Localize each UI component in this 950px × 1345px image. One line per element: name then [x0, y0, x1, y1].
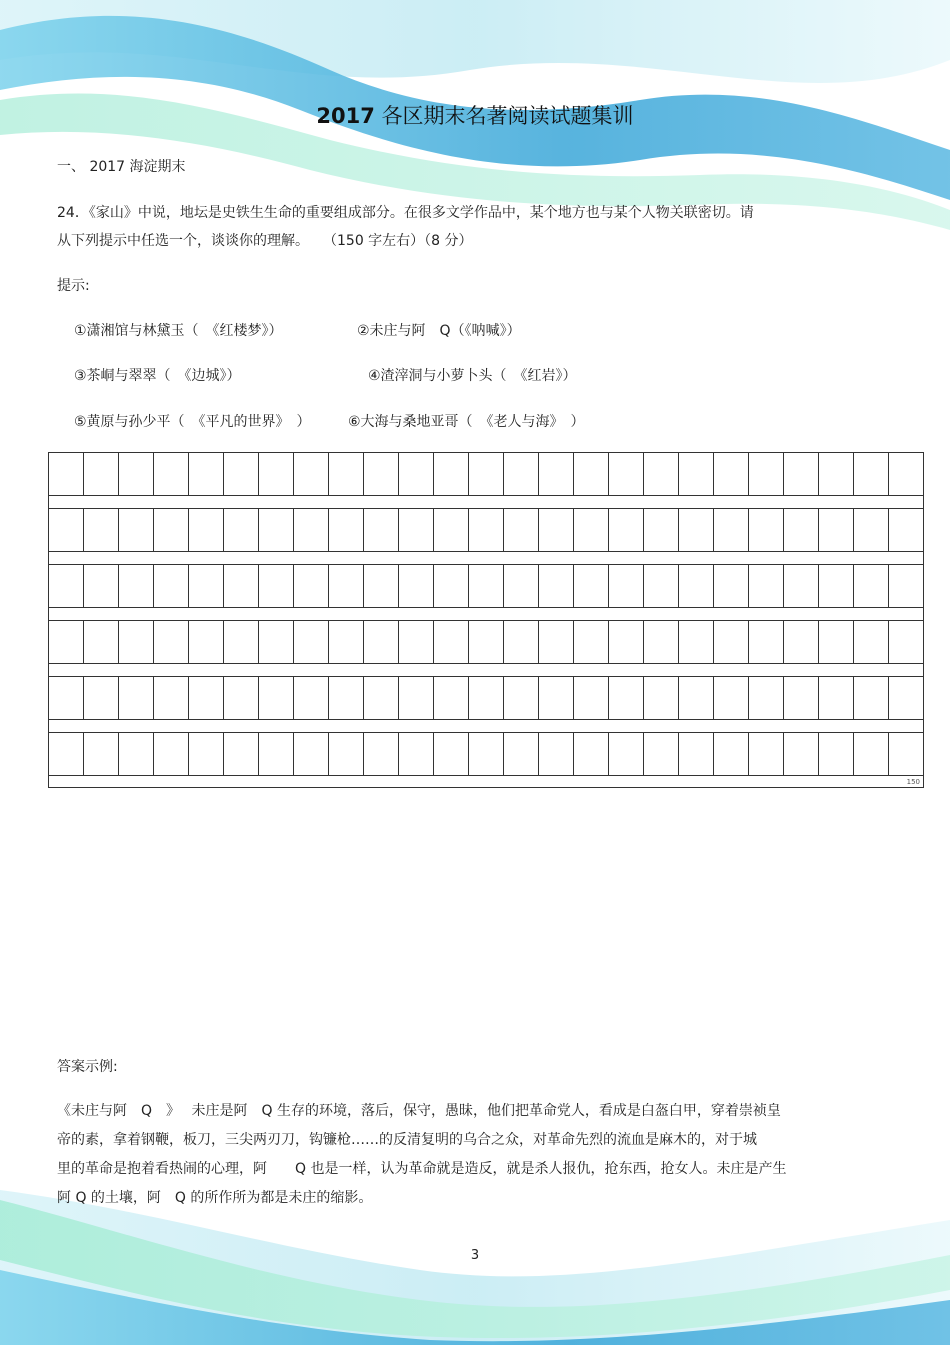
grid-cell[interactable] — [574, 453, 609, 495]
grid-cell[interactable] — [399, 733, 434, 775]
grid-cell[interactable] — [784, 565, 819, 607]
answer-line: 里的革命是抱着看热闹的心理，阿 Q 也是一样，认为革命就是造反，就是杀人报仇，抢东西，抢女人。未庄是产生 — [57, 1161, 787, 1177]
grid-cell[interactable] — [259, 733, 294, 775]
grid-row-gap — [48, 552, 924, 564]
grid-cell[interactable] — [49, 453, 84, 495]
grid-cell[interactable] — [469, 677, 504, 719]
grid-cell[interactable] — [84, 677, 119, 719]
grid-cell[interactable] — [259, 621, 294, 663]
grid-row-gap — [48, 608, 924, 620]
grid-cell[interactable] — [819, 453, 854, 495]
grid-cell[interactable] — [714, 677, 749, 719]
grid-cell[interactable] — [364, 733, 399, 775]
grid-cell[interactable] — [154, 621, 189, 663]
grid-row — [48, 676, 924, 720]
grid-cell[interactable] — [49, 621, 84, 663]
grid-cell[interactable] — [224, 621, 259, 663]
grid-cell[interactable] — [574, 565, 609, 607]
grid-cell[interactable] — [119, 733, 154, 775]
grid-cell[interactable] — [469, 733, 504, 775]
grid-cell[interactable] — [294, 677, 329, 719]
grid-cell[interactable] — [469, 453, 504, 495]
grid-cell[interactable] — [889, 677, 923, 719]
grid-cell[interactable] — [329, 733, 364, 775]
grid-cell[interactable] — [784, 621, 819, 663]
grid-cell[interactable] — [854, 677, 889, 719]
grid-cell[interactable] — [889, 453, 923, 495]
question-line-1: 24．《家山》中说，地坛是史铁生生命的重要组成部分。在很多文学作品中，某个地方也与某个人物关联密切。请 — [57, 205, 754, 221]
grid-cell[interactable] — [49, 509, 84, 551]
grid-cell[interactable] — [889, 509, 923, 551]
grid-cell[interactable] — [644, 509, 679, 551]
hint-label: 提示: — [57, 278, 90, 294]
grid-cell[interactable] — [609, 677, 644, 719]
grid-cell[interactable] — [784, 509, 819, 551]
grid-cell[interactable] — [784, 453, 819, 495]
grid-cell[interactable] — [399, 621, 434, 663]
grid-cell[interactable] — [119, 453, 154, 495]
grid-cell[interactable] — [889, 565, 923, 607]
hint-item: ③茶峒与翠翠（ 《边城》） — [74, 368, 241, 384]
grid-cell[interactable] — [574, 677, 609, 719]
page-title — [0, 102, 950, 130]
page-number: 3 — [470, 1248, 480, 1263]
grid-cell[interactable] — [714, 733, 749, 775]
grid-row — [48, 564, 924, 608]
grid-row — [48, 452, 924, 496]
grid-cell[interactable] — [819, 677, 854, 719]
grid-cell[interactable] — [749, 509, 784, 551]
grid-cell[interactable] — [749, 621, 784, 663]
grid-cell[interactable] — [574, 621, 609, 663]
grid-cell[interactable] — [189, 677, 224, 719]
grid-cell[interactable] — [49, 565, 84, 607]
grid-cell[interactable] — [224, 677, 259, 719]
grid-cell[interactable] — [679, 565, 714, 607]
grid-cell[interactable] — [224, 509, 259, 551]
grid-cell[interactable] — [364, 509, 399, 551]
grid-cell[interactable] — [504, 509, 539, 551]
grid-cell[interactable] — [364, 453, 399, 495]
grid-cell[interactable] — [294, 565, 329, 607]
grid-cell[interactable] — [819, 565, 854, 607]
grid-cell[interactable] — [714, 621, 749, 663]
grid-cell[interactable] — [644, 621, 679, 663]
grid-cell[interactable] — [749, 733, 784, 775]
grid-cell[interactable] — [399, 677, 434, 719]
grid-cell[interactable] — [819, 509, 854, 551]
hint-item: ①潇湘馆与林黛玉（ 《红楼梦》） — [74, 323, 283, 339]
grid-row-gap — [48, 496, 924, 508]
grid-cell[interactable] — [434, 453, 469, 495]
hint-item: ④渣滓洞与小萝卜头（ 《红岩》） — [368, 368, 577, 384]
answer-writing-grid[interactable] — [48, 452, 924, 788]
grid-cell[interactable] — [539, 509, 574, 551]
grid-cell[interactable] — [329, 621, 364, 663]
grid-cell[interactable] — [434, 509, 469, 551]
grid-cell[interactable] — [714, 453, 749, 495]
grid-cell[interactable] — [854, 509, 889, 551]
grid-row-gap — [48, 720, 924, 732]
grid-cell[interactable] — [119, 621, 154, 663]
grid-cell[interactable] — [154, 733, 189, 775]
grid-cell[interactable] — [784, 677, 819, 719]
grid-cell[interactable] — [854, 621, 889, 663]
grid-row — [48, 620, 924, 664]
grid-cell[interactable] — [399, 565, 434, 607]
grid-cell[interactable] — [609, 509, 644, 551]
grid-cell[interactable] — [329, 677, 364, 719]
grid-cell[interactable] — [469, 565, 504, 607]
grid-cell[interactable] — [679, 509, 714, 551]
grid-row-gap — [48, 776, 924, 788]
question-line-2: 从下列提示中任选一个，谈谈你的理解。 （150 字左右）（8 分） — [57, 233, 473, 249]
grid-cell[interactable] — [539, 453, 574, 495]
grid-cell[interactable] — [294, 733, 329, 775]
grid-cell[interactable] — [224, 453, 259, 495]
grid-cell[interactable] — [819, 621, 854, 663]
grid-cell[interactable] — [154, 677, 189, 719]
grid-row — [48, 508, 924, 552]
grid-cell[interactable] — [364, 677, 399, 719]
grid-cell[interactable] — [854, 565, 889, 607]
grid-cell[interactable] — [399, 453, 434, 495]
grid-cell[interactable] — [504, 621, 539, 663]
grid-row — [48, 732, 924, 776]
grid-cell[interactable] — [434, 733, 469, 775]
grid-cell[interactable] — [469, 621, 504, 663]
section-heading: 一、 2017 海淀期末 — [57, 159, 186, 175]
grid-cell[interactable] — [644, 565, 679, 607]
hint-item: ⑤黄原与孙少平（ 《平凡的世界》 ） — [74, 414, 311, 430]
answer-line: 阿 Q 的土壤，阿 Q 的所作所为都是未庄的缩影。 — [57, 1190, 373, 1206]
grid-cell[interactable] — [329, 565, 364, 607]
grid-cell[interactable] — [294, 621, 329, 663]
grid-cell[interactable] — [364, 621, 399, 663]
grid-cell[interactable] — [749, 565, 784, 607]
grid-cell[interactable] — [679, 453, 714, 495]
grid-cell[interactable] — [714, 509, 749, 551]
grid-cell[interactable] — [434, 621, 469, 663]
title-text: 各区期末名著阅读试题集训 — [381, 104, 634, 128]
grid-cell[interactable] — [469, 509, 504, 551]
grid-cell[interactable] — [889, 621, 923, 663]
grid-cell[interactable] — [854, 733, 889, 775]
grid-cell[interactable] — [119, 677, 154, 719]
grid-cell[interactable] — [154, 565, 189, 607]
grid-cell[interactable] — [819, 733, 854, 775]
grid-cell[interactable] — [259, 509, 294, 551]
grid-cell[interactable] — [224, 733, 259, 775]
grid-cell[interactable] — [434, 677, 469, 719]
grid-cell[interactable] — [434, 565, 469, 607]
grid-char-count: 150 — [906, 778, 920, 786]
grid-cell[interactable] — [539, 565, 574, 607]
grid-cell[interactable] — [679, 621, 714, 663]
grid-cell[interactable] — [609, 453, 644, 495]
grid-cell[interactable] — [749, 677, 784, 719]
grid-cell[interactable] — [259, 453, 294, 495]
grid-cell[interactable] — [539, 677, 574, 719]
grid-cell[interactable] — [679, 733, 714, 775]
grid-cell[interactable] — [644, 453, 679, 495]
grid-cell[interactable] — [84, 733, 119, 775]
grid-cell[interactable] — [119, 565, 154, 607]
answer-line: 《未庄与阿 Q 》 未庄是阿 Q 生存的环境，落后，保守，愚昧，他们把革命党人，看成是白盔白甲，穿着崇祯皇 — [57, 1103, 781, 1119]
grid-cell[interactable] — [679, 677, 714, 719]
grid-cell[interactable] — [224, 565, 259, 607]
grid-cell[interactable] — [154, 453, 189, 495]
grid-cell[interactable] — [504, 453, 539, 495]
grid-cell[interactable] — [294, 453, 329, 495]
grid-cell[interactable] — [854, 453, 889, 495]
answer-line: 帝的素，拿着钢鞭，板刀，三尖两刃刀，钩镰枪……的反清复明的乌合之众，对革命先烈的流血是麻木的，对于城 — [57, 1132, 757, 1148]
grid-cell[interactable] — [189, 733, 224, 775]
grid-cell[interactable] — [259, 677, 294, 719]
hint-item: ⑥大海与桑地亚哥（ 《老人与海》 ） — [348, 414, 585, 430]
grid-cell[interactable] — [714, 565, 749, 607]
title-year: 2017 — [316, 104, 375, 128]
grid-cell[interactable] — [154, 509, 189, 551]
grid-cell[interactable] — [189, 565, 224, 607]
grid-cell[interactable] — [504, 565, 539, 607]
answer-label: 答案示例: — [57, 1059, 118, 1075]
grid-cell[interactable] — [189, 453, 224, 495]
grid-cell[interactable] — [399, 509, 434, 551]
grid-cell[interactable] — [329, 509, 364, 551]
grid-cell[interactable] — [609, 733, 644, 775]
grid-cell[interactable] — [294, 509, 329, 551]
grid-cell[interactable] — [189, 509, 224, 551]
grid-cell[interactable] — [504, 733, 539, 775]
grid-cell[interactable] — [889, 733, 923, 775]
grid-cell[interactable] — [539, 733, 574, 775]
grid-cell[interactable] — [574, 733, 609, 775]
grid-cell[interactable] — [329, 453, 364, 495]
grid-cell[interactable] — [539, 621, 574, 663]
grid-row-gap — [48, 664, 924, 676]
grid-cell[interactable] — [749, 453, 784, 495]
grid-cell[interactable] — [609, 565, 644, 607]
grid-cell[interactable] — [84, 621, 119, 663]
grid-cell[interactable] — [784, 733, 819, 775]
grid-cell[interactable] — [84, 509, 119, 551]
hint-item: ②未庄与阿 Q（《呐喊》） — [357, 323, 521, 339]
grid-cell[interactable] — [189, 621, 224, 663]
grid-cell[interactable] — [49, 733, 84, 775]
grid-cell[interactable] — [364, 565, 399, 607]
grid-cell[interactable] — [84, 565, 119, 607]
grid-cell[interactable] — [504, 677, 539, 719]
grid-cell[interactable] — [49, 677, 84, 719]
grid-cell[interactable] — [574, 509, 609, 551]
grid-cell[interactable] — [84, 453, 119, 495]
grid-cell[interactable] — [259, 565, 294, 607]
grid-cell[interactable] — [644, 677, 679, 719]
grid-cell[interactable] — [644, 733, 679, 775]
grid-cell[interactable] — [119, 509, 154, 551]
grid-cell[interactable] — [609, 621, 644, 663]
